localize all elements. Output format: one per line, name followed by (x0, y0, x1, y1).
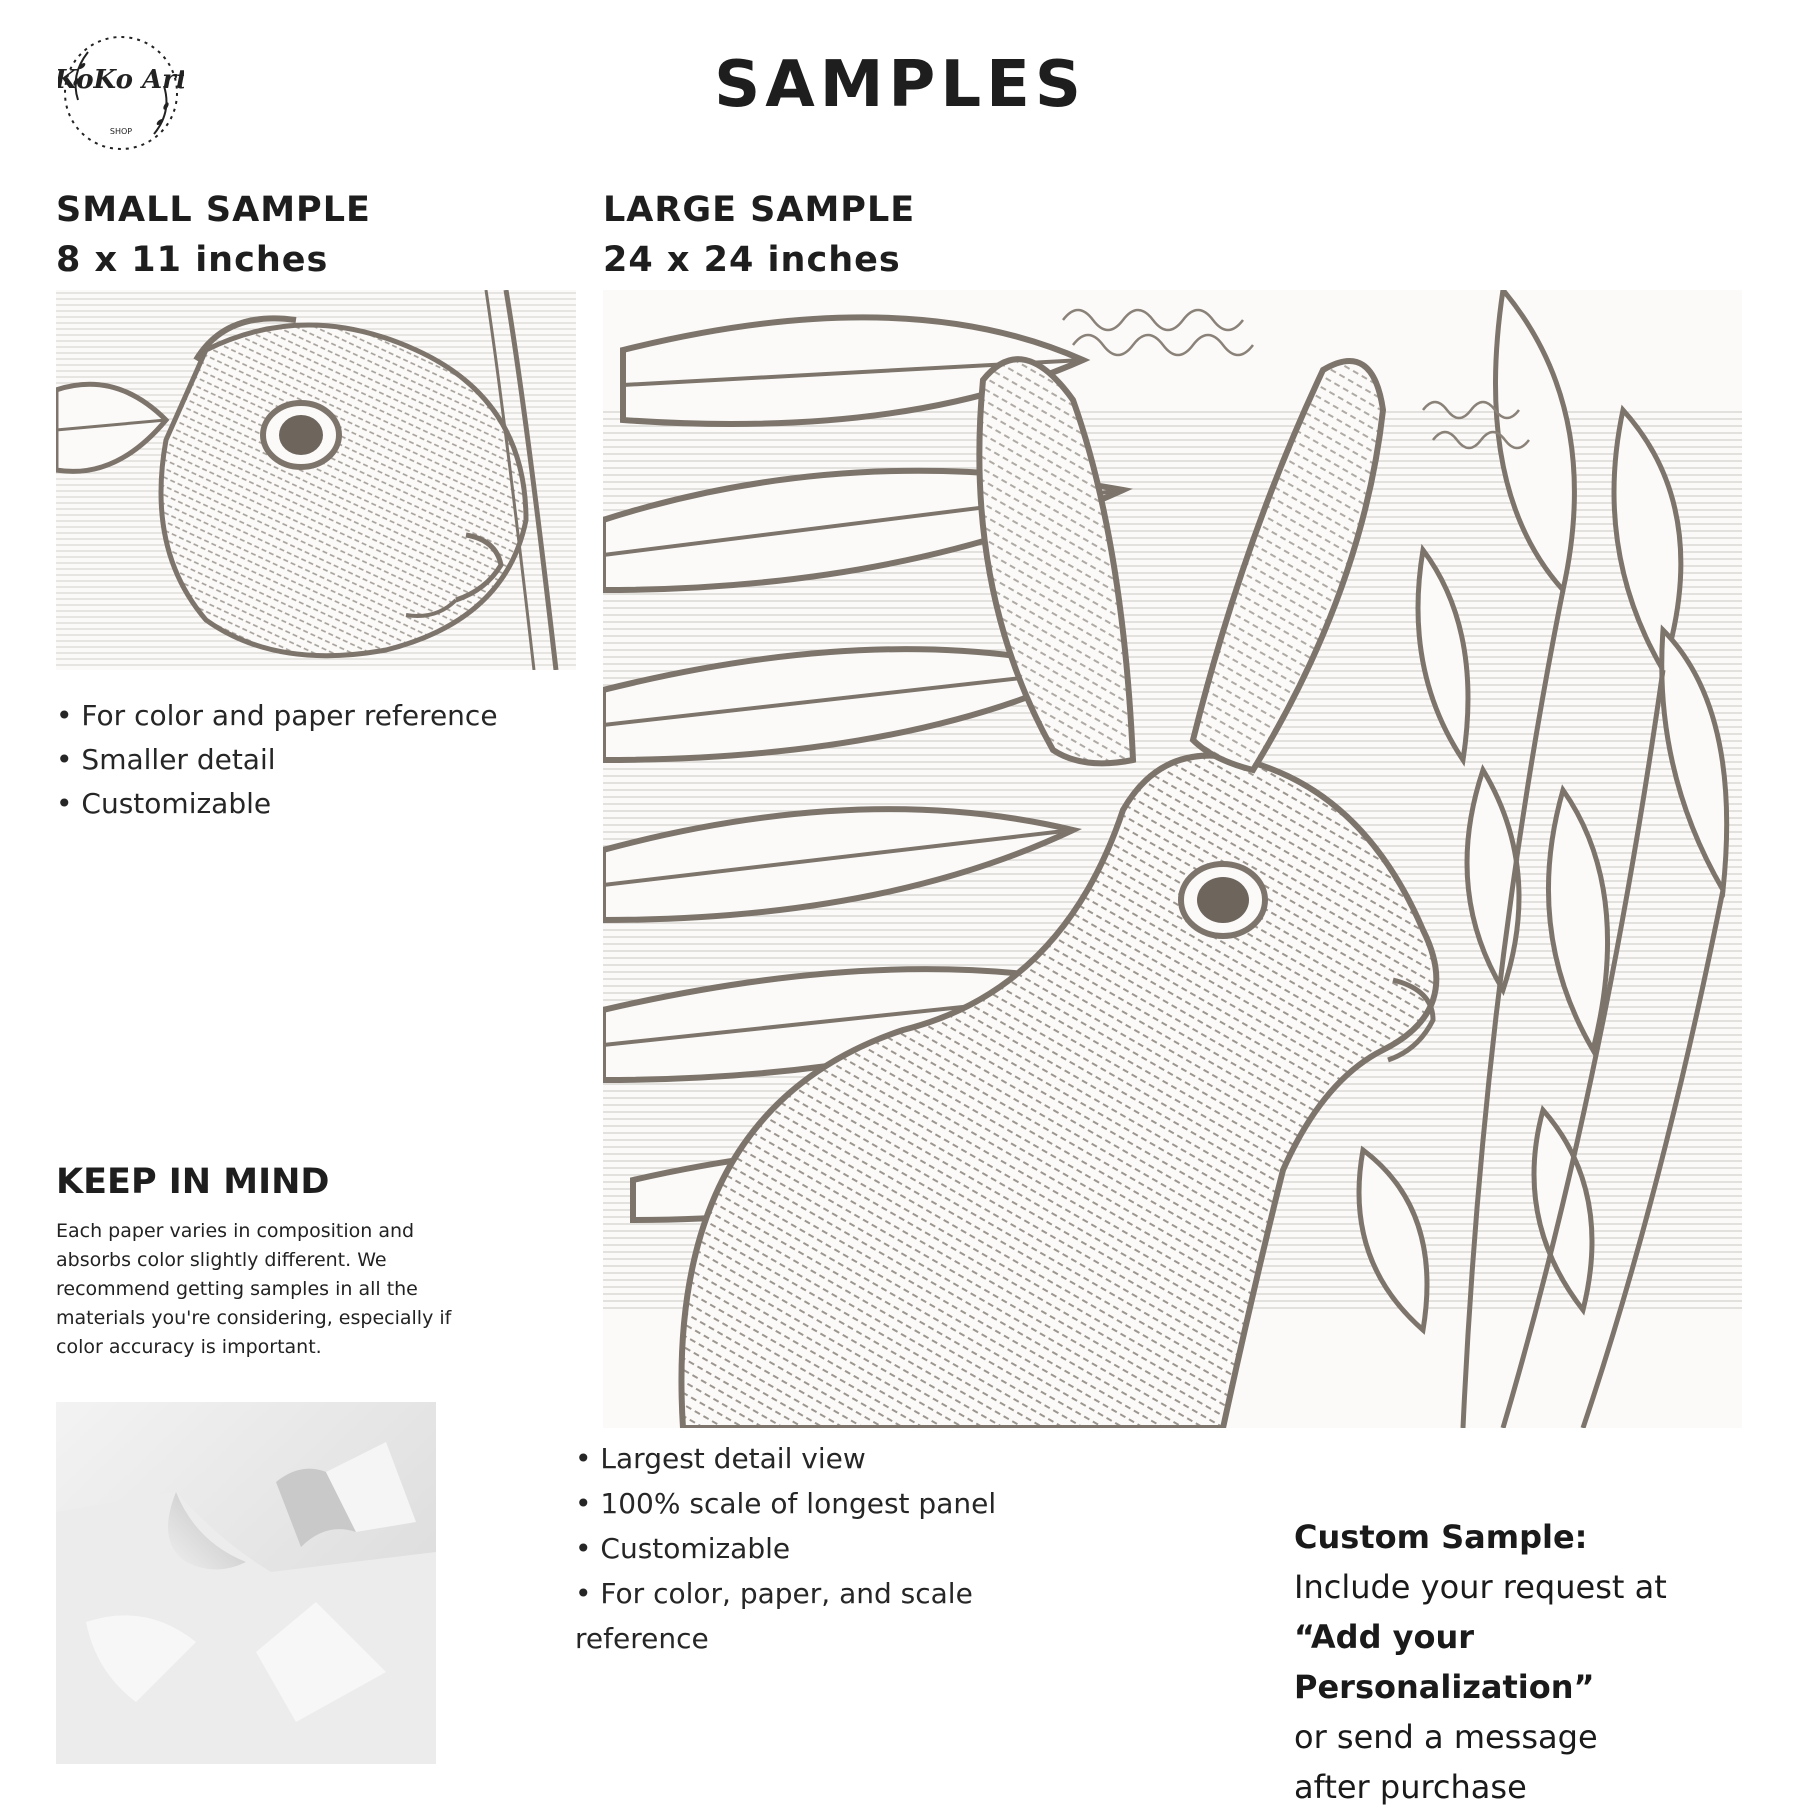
page-title: SAMPLES (714, 48, 1086, 122)
large-sample-size: 24 x 24 inches (603, 240, 901, 280)
custom-sample-personalization: “Add your Personalization” (1294, 1618, 1595, 1706)
small-sample-size: 8 x 11 inches (56, 240, 329, 280)
logo-brand: KoKo Art (58, 65, 184, 95)
small-sample-bullets (56, 694, 498, 826)
keep-in-mind-body: Each paper varies in composition and absorbs color slightly different. We recommend getting samples in all the materials you're considering, especially if color accuracy is important. (56, 1220, 452, 1358)
keep-in-mind-title: KEEP IN MIND (56, 1162, 330, 1202)
small-sample-title: SMALL SAMPLE (56, 190, 371, 230)
large-sample-rabbit-illustration (603, 290, 1742, 1428)
custom-sample-line-1: Include your request at (1294, 1568, 1667, 1606)
large-bullet-2: • 100% scale of longest panel (575, 1481, 1045, 1526)
large-sample-heading (603, 185, 915, 285)
small-sample-rabbit-illustration (56, 290, 576, 670)
large-bullet-1: • Largest detail view (575, 1436, 1045, 1481)
small-bullet-1: • For color and paper reference (56, 694, 498, 738)
custom-sample-line-3: after purchase (1294, 1768, 1527, 1806)
small-bullet-3: • Customizable (56, 782, 498, 826)
large-bullet-4: • For color, paper, and scale reference (575, 1571, 1045, 1661)
paper-sheets-photo (56, 1402, 436, 1764)
logo-sub: SHOP (109, 127, 133, 136)
small-bullet-2: • Smaller detail (56, 738, 498, 782)
custom-sample-line-2: or send a message (1294, 1718, 1598, 1756)
custom-sample-heading: Custom Sample: (1294, 1518, 1588, 1556)
large-bullet-3: • Customizable (575, 1526, 1045, 1571)
large-sample-title: LARGE SAMPLE (603, 190, 916, 230)
custom-sample-info (1294, 1512, 1774, 1812)
small-sample-heading (56, 185, 371, 285)
large-sample-bullets (575, 1436, 1045, 1661)
